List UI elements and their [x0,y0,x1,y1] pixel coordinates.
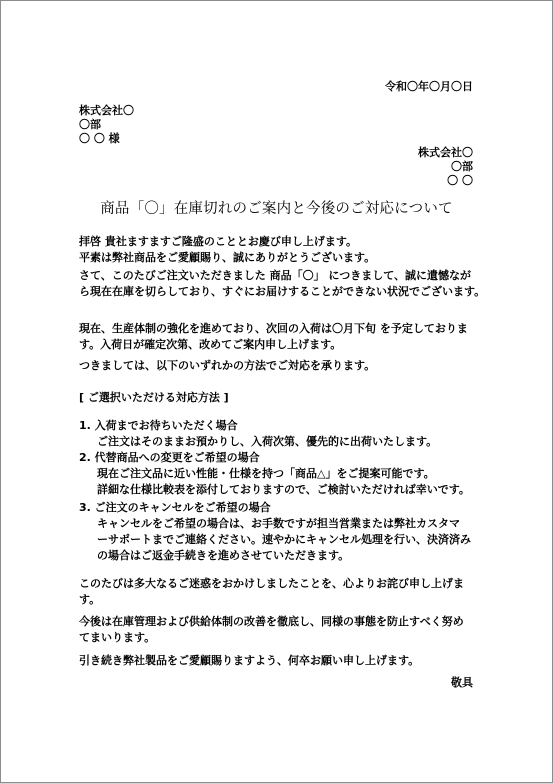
closing-line: このたびは多大なるご迷惑をおかけしましたことを、心よりお詫び申し上げま [79,577,464,590]
greeting-line: 拝啓 貴社ますますご隆盛のこととお慶び申し上げます。 [79,235,357,248]
options-heading-text: [ ご選択いただける対応方法 ] [79,391,229,404]
closing-line: 今後は在庫管理および供給体制の改善を徹底し、同様の事態を防止すべく努め [79,615,464,628]
closing-line: 引き続き弊社製品をご愛顧賜りますよう、何卒お願い申し上げます。 [79,654,420,667]
body-line: さて、このたびご注文いただきました 商品「〇」 につきまして、誠に遺憾なが [79,269,471,282]
body-line: 現在、生産体制の強化を進めており、次回の入荷は〇月下旬 を予定しておりま [79,322,468,335]
closing-paragraph-2 [79,614,479,646]
closing-paragraph-3 [79,653,479,669]
body-line: ら現在在庫を切らしており、すぐにお届けすることができない状況でございます。 [79,285,486,298]
closing-line: てまいります。 [79,631,156,644]
sender-name: 〇 〇 [447,174,473,187]
option-title: 3. ご注文のキャンセルをご希望の場合 [79,501,271,514]
option-item-2 [79,450,479,498]
greeting-line: 平素は弊社商品をご愛顧賜り、誠にありがとうございます。 [79,251,376,264]
option-title: 2. 代替商品への変更をご希望の場合 [79,451,260,464]
option-title: 1. 入荷までお待ちいただく場合 [79,419,238,432]
options-heading [79,390,479,406]
option-line: ーサポートまでご連絡ください。速やかにキャンセル処理を行い、決済済み [97,533,471,546]
greeting-paragraph [79,234,479,266]
letter-title: 商品「〇」在庫切れのご案内と今後のご対応について [100,201,453,217]
recipient-company: 株式会社〇 [79,104,134,117]
option-item-1 [79,418,479,450]
option-line: の場合はご返金手続きを進めさせていただきます。 [97,549,350,562]
body-paragraph-1 [79,268,486,300]
option-line: 詳細な仕様比較表を添付しておりますので、ご検討いただければ幸いです。 [97,483,470,496]
option-item-3 [79,500,479,564]
recipient-name: 〇 〇 様 [79,132,120,145]
option-line: 現在ご注文品に近い性能・仕様を持つ「商品△」をご提案可能です。 [97,467,435,480]
closing-line: す。 [79,593,101,606]
letter-date: 令和〇年〇月〇日 [385,80,473,93]
option-line: ご注文はそのままお預かりし、入荷次第、優先的に出荷いたします。 [97,435,438,448]
sign-off: 敬具 [451,676,473,689]
closing-paragraph-1 [79,576,479,608]
body-line: す。入荷日が確定次第、改めてご案内申し上げます。 [79,338,342,351]
option-line: キャンセルをご希望の場合は、お手数ですが担当営業または弊社カスタマ [97,517,460,530]
body-paragraph-2 [79,321,479,353]
body-paragraph-3 [79,358,479,374]
body-line: つきましては、以下のいずれかの方法でご対応を承ります。 [79,359,376,372]
recipient-department: 〇部 [79,118,101,131]
sender-company: 株式会社〇 [418,146,473,159]
sender-department: 〇部 [451,160,473,173]
